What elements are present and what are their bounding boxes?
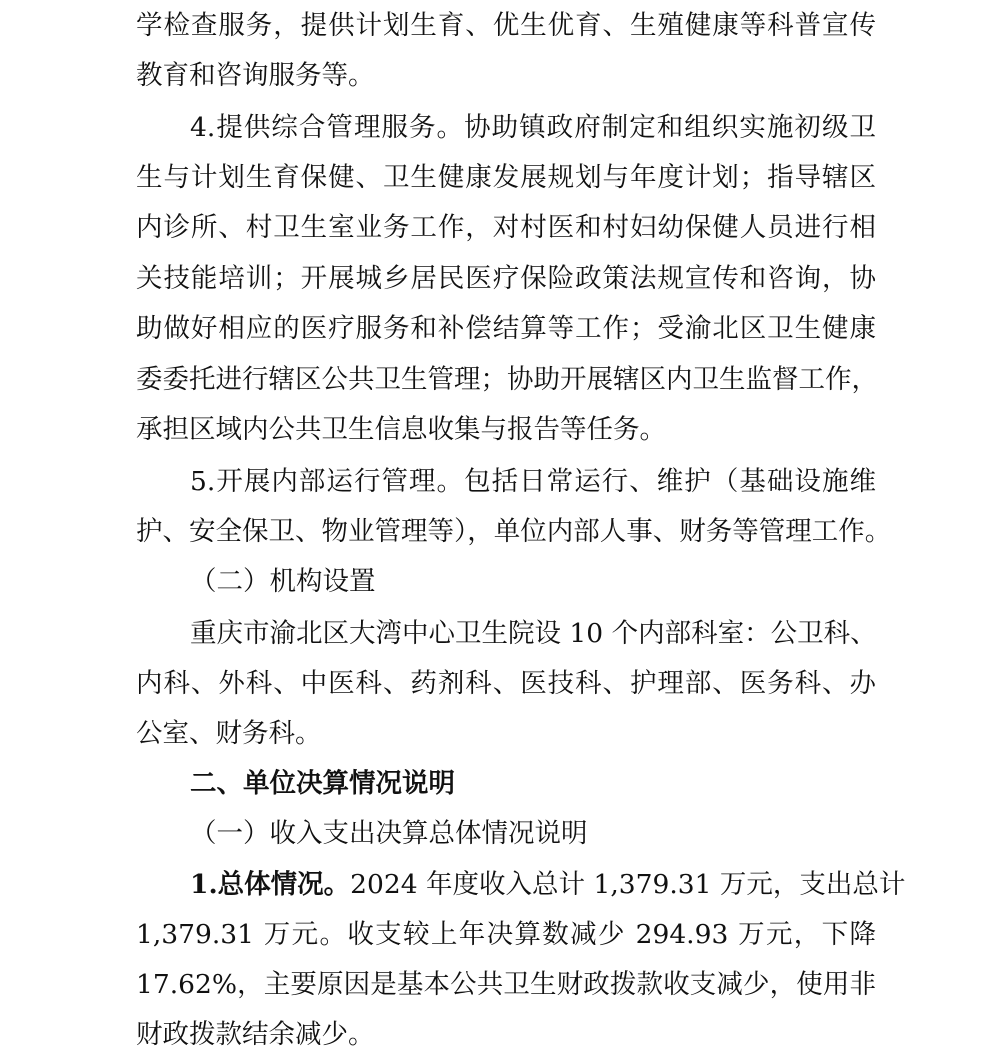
text-line <box>136 865 906 905</box>
text-line: 4.提供综合管理服务。协助镇政府制定和组织实施初级卫 <box>190 112 876 143</box>
text-line: 财政拨款结余减少。 <box>136 1019 375 1050</box>
bold-lead: 1.总体情况。 <box>190 869 351 900</box>
text-line: 公室、财务科。 <box>136 718 322 749</box>
text-line: 关技能培训；开展城乡居民医疗保险政策法规宣传和咨询，协 <box>136 263 876 294</box>
section-subheading: （一）收入支出决算总体情况说明 <box>190 818 588 849</box>
text-line: 助做好相应的医疗服务和补偿结算等工作；受渝北区卫生健康 <box>136 313 876 344</box>
text-line: 生与计划生育保健、卫生健康发展规划与年度计划；指导辖区 <box>136 162 876 193</box>
text-span: 2024 年度收入总计 1,379.31 万元，支出总计 <box>350 869 906 900</box>
text-line: 委委托进行辖区公共卫生管理；协助开展辖区内卫生监督工作， <box>136 364 878 395</box>
text-line: 教育和咨询服务等。 <box>136 60 375 91</box>
text-line: 重庆市渝北区大湾中心卫生院设 10 个内部科室：公卫科、 <box>190 618 877 649</box>
section-subheading: （二）机构设置 <box>190 566 376 597</box>
text-line: 1,379.31 万元。收支较上年决算数减少 294.93 万元，下降 <box>136 919 876 950</box>
section-heading: 二、单位决算情况说明 <box>190 768 455 799</box>
text-line: 17.62%，主要原因是基本公共卫生财政拨款收支减少，使用非 <box>136 969 876 1000</box>
text-line: 内科、外科、中医科、药剂科、医技科、护理部、医务科、办 <box>136 668 876 699</box>
text-line: 5.开展内部运行管理。包括日常运行、维护（基础设施维 <box>190 466 876 497</box>
text-line: 承担区域内公共卫生信息收集与报告等任务。 <box>136 414 666 445</box>
text-line: 学检查服务，提供计划生育、优生优育、生殖健康等科普宣传 <box>136 10 876 41</box>
text-line: 护、安全保卫、物业管理等），单位内部人事、财务等管理工作。 <box>136 516 892 547</box>
text-line: 内诊所、村卫生室业务工作，对村医和村妇幼保健人员进行相 <box>136 212 876 243</box>
